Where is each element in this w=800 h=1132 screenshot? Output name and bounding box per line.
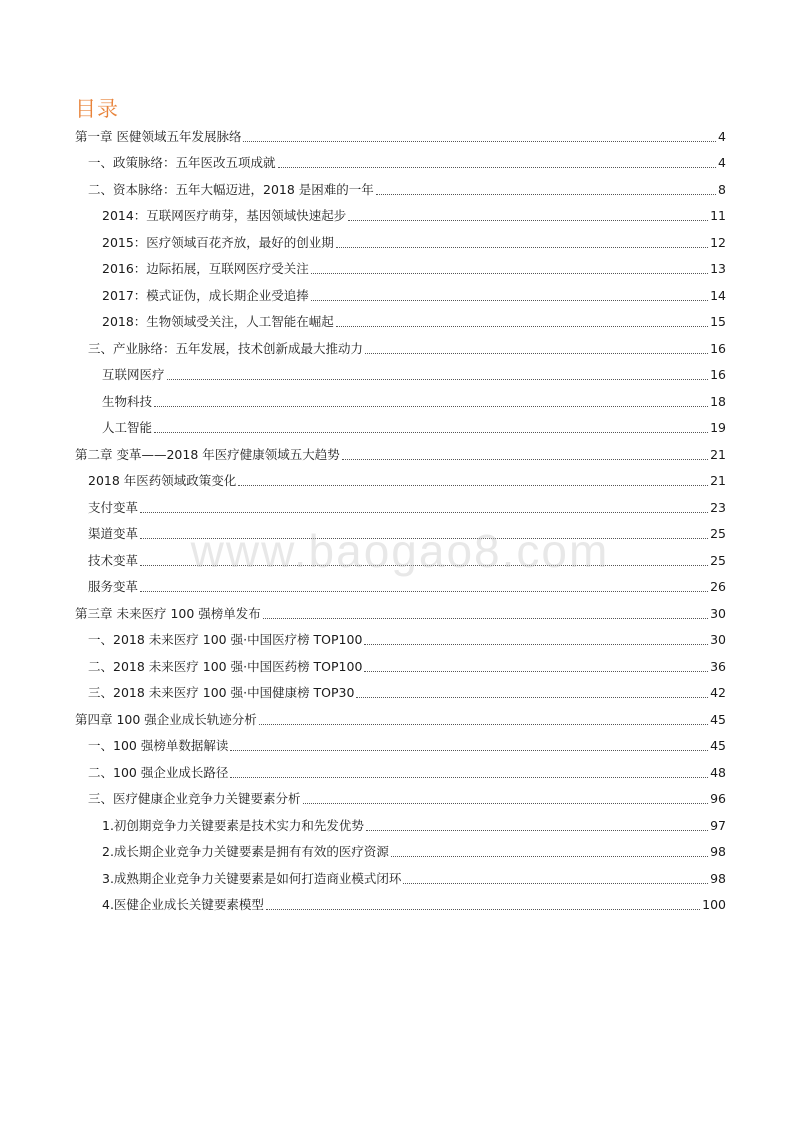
toc-entry-label: 2015：医疗领域百花齐放，最好的创业期 — [102, 234, 334, 250]
toc-entry-page-number: 19 — [710, 420, 726, 435]
toc-entry[interactable] — [0, 256, 726, 283]
toc-entry-label: 二、资本脉络：五年大幅迈进，2018 是困难的一年 — [88, 181, 374, 197]
dot-leader — [391, 856, 708, 857]
dot-leader — [278, 167, 717, 168]
dot-leader — [238, 485, 708, 486]
toc-entry-page-number: 98 — [710, 844, 726, 859]
toc-entry-page-number: 45 — [710, 738, 726, 753]
toc-entry[interactable] — [0, 309, 726, 336]
toc-entry-label: 三、2018 未来医疗 100 强·中国健康榜 TOP30 — [88, 685, 355, 700]
dot-leader — [230, 777, 708, 778]
toc-entry-label: 服务变革 — [88, 579, 139, 594]
dot-leader — [364, 644, 708, 645]
toc-entry-label: 互联网医疗 — [102, 367, 165, 382]
toc-entry[interactable] — [0, 600, 726, 627]
dot-leader — [243, 141, 716, 142]
toc-entry-label: 2014：互联网医疗萌芽，基因领域快速起步 — [102, 208, 347, 223]
toc-entry-label: 支付变革 — [88, 499, 139, 515]
toc-entry[interactable] — [0, 335, 726, 362]
dot-leader — [365, 353, 708, 354]
toc-entry-page-number: 13 — [710, 261, 726, 276]
toc-entry[interactable] — [0, 547, 726, 574]
toc-entry-page-number: 21 — [710, 446, 726, 462]
dot-leader — [376, 194, 716, 195]
toc-entry-page-number: 30 — [710, 605, 726, 621]
toc-entry[interactable] — [0, 680, 726, 707]
toc-entry-label: 第一章 医健领域五年发展脉络 — [75, 128, 242, 144]
dot-leader — [154, 406, 708, 407]
toc-entry-page-number: 36 — [710, 658, 726, 674]
dot-leader — [263, 618, 708, 619]
toc-entry[interactable] — [0, 812, 726, 839]
toc-entry-label: 2.成长期企业竞争力关键要素是拥有有效的医疗资源 — [102, 844, 389, 859]
dot-leader — [167, 379, 709, 380]
toc-entry-label: 第二章 变革——2018 年医疗健康领域五大趋势 — [75, 446, 340, 462]
toc-entry-page-number: 45 — [710, 711, 726, 727]
toc-entry-label: 2018：生物领域受关注，人工智能在崛起 — [102, 314, 334, 329]
toc-entry[interactable] — [0, 733, 726, 760]
dot-leader — [403, 883, 708, 884]
toc-entry[interactable] — [0, 282, 726, 309]
toc-entry[interactable] — [0, 229, 726, 256]
toc-entry[interactable] — [0, 494, 726, 521]
dot-leader — [154, 432, 708, 433]
dot-leader — [140, 591, 708, 592]
toc-entry-page-number: 42 — [710, 685, 726, 700]
toc-title: 目录 — [75, 97, 119, 121]
toc-entry-label: 生物科技 — [102, 393, 153, 409]
toc-entry[interactable] — [0, 574, 726, 601]
dot-leader — [366, 830, 708, 831]
dot-leader — [311, 300, 708, 301]
dot-leader — [140, 565, 708, 566]
toc-entry[interactable] — [0, 839, 726, 866]
dot-leader — [311, 273, 708, 274]
toc-entry-label: 2018 年医药领域政策变化 — [88, 473, 237, 488]
toc-entry-label: 人工智能 — [102, 420, 153, 435]
toc-entry-label: 1.初创期竞争力关键要素是技术实力和先发优势 — [102, 817, 364, 833]
toc-entry[interactable] — [0, 362, 726, 389]
toc-entry-page-number: 48 — [710, 764, 726, 780]
toc-entry[interactable] — [0, 892, 726, 919]
watermark: www.baogao8.com — [190, 525, 610, 577]
toc-entry-page-number: 30 — [710, 632, 726, 647]
toc-entry-label: 2016：边际拓展，互联网医疗受关注 — [102, 261, 309, 276]
dot-leader — [266, 909, 700, 910]
toc-entry-label: 4.医健企业成长关键要素模型 — [102, 897, 264, 912]
toc-entry[interactable] — [0, 706, 726, 733]
toc-entry-label: 三、产业脉络：五年发展，技术创新成最大推动力 — [88, 340, 364, 356]
dot-leader — [336, 326, 708, 327]
toc-entry-page-number: 21 — [710, 473, 726, 488]
toc-entry[interactable] — [0, 150, 726, 177]
toc-entry[interactable] — [0, 441, 726, 468]
toc-entry[interactable] — [0, 653, 726, 680]
toc-entry-page-number: 26 — [710, 579, 726, 594]
toc-entry-label: 3.成熟期企业竞争力关键要素是如何打造商业模式闭环 — [102, 870, 402, 886]
toc-entry-page-number: 100 — [702, 897, 726, 912]
toc-entry[interactable] — [0, 627, 726, 654]
dot-leader — [230, 750, 708, 751]
toc-entry-page-number: 23 — [710, 499, 726, 515]
toc-entry-label: 技术变革 — [88, 552, 139, 568]
toc-entry-page-number: 11 — [710, 208, 726, 223]
toc-entry-page-number: 96 — [710, 791, 726, 806]
dot-leader — [336, 247, 708, 248]
toc-entry[interactable] — [0, 521, 726, 548]
toc-entry[interactable] — [0, 388, 726, 415]
toc-entry-page-number: 4 — [718, 128, 726, 144]
dot-leader — [356, 697, 708, 698]
toc-entry[interactable] — [0, 865, 726, 892]
toc-entry-page-number: 15 — [710, 314, 726, 329]
toc-entry-page-number: 12 — [710, 234, 726, 250]
dot-leader — [259, 724, 708, 725]
toc-entry-page-number: 16 — [710, 367, 726, 382]
toc-entry[interactable] — [0, 123, 726, 150]
toc-entry-label: 二、100 强企业成长路径 — [88, 764, 229, 780]
toc-entry-label: 渠道变革 — [88, 526, 139, 541]
toc-entry[interactable] — [0, 415, 726, 442]
dot-leader — [140, 538, 708, 539]
toc-entry-page-number: 97 — [710, 817, 726, 833]
toc-entry[interactable] — [0, 468, 726, 495]
dot-leader — [140, 512, 708, 513]
toc-entry-label: 三、医疗健康企业竞争力关键要素分析 — [88, 791, 301, 806]
toc-entry-page-number: 4 — [718, 155, 726, 170]
toc-entry-label: 一、政策脉络：五年医改五项成就 — [88, 155, 276, 170]
toc-entry-page-number: 98 — [710, 870, 726, 886]
toc-entry-label: 第三章 未来医疗 100 强榜单发布 — [75, 605, 261, 621]
dot-leader — [342, 459, 708, 460]
dot-leader — [303, 803, 709, 804]
dot-leader — [364, 671, 708, 672]
toc-entry-page-number: 16 — [710, 340, 726, 356]
toc-entry-page-number: 8 — [718, 181, 726, 197]
toc-entry[interactable] — [0, 203, 726, 230]
toc-entry-label: 二、2018 未来医疗 100 强·中国医药榜 TOP100 — [88, 658, 363, 674]
toc-entry[interactable] — [0, 786, 726, 813]
toc-list — [0, 123, 800, 918]
dot-leader — [348, 220, 708, 221]
toc-entry-label: 一、2018 未来医疗 100 强·中国医疗榜 TOP100 — [88, 632, 363, 647]
toc-entry-label: 2017：模式证伪，成长期企业受追捧 — [102, 287, 309, 303]
toc-entry-page-number: 18 — [710, 393, 726, 409]
toc-entry-page-number: 14 — [710, 287, 726, 303]
toc-entry[interactable] — [0, 759, 726, 786]
toc-entry-page-number: 25 — [710, 526, 726, 541]
toc-entry-page-number: 25 — [710, 552, 726, 568]
toc-entry-label: 第四章 100 强企业成长轨迹分析 — [75, 711, 257, 727]
toc-entry[interactable] — [0, 176, 726, 203]
toc-entry-label: 一、100 强榜单数据解读 — [88, 738, 229, 753]
